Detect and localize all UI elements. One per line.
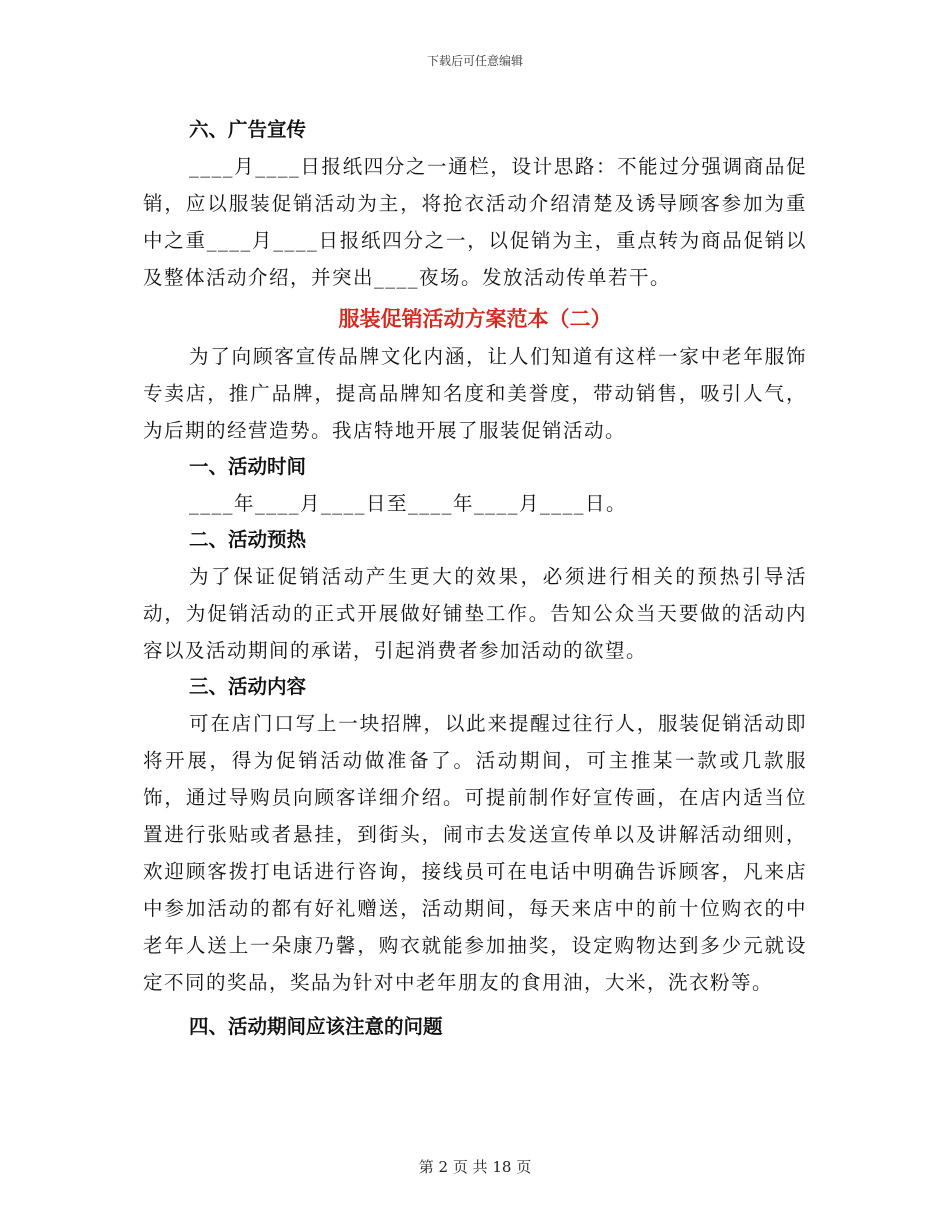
section-heading-issues: 四、活动期间应该注意的问题	[189, 1015, 443, 1038]
document-body	[143, 112, 807, 1045]
page-header-note: 下载后可任意编辑	[426, 54, 523, 68]
paragraph-time: ____年____月____日至____年____月____日。	[189, 492, 628, 515]
document-title: 服装促销活动方案范本（二）	[338, 307, 612, 331]
paragraph-intro: 为了向顾客宣传品牌文化内涵，让人们知道有这样一家中老年服饰专卖店，推广品牌，提高品牌知名度和美誉度，带动销售，吸引人气，为后期的经营造势。我店特地开展了服装促销活动。	[143, 345, 807, 442]
section-heading-advertising: 六、广告宣传	[189, 118, 307, 141]
page-number: 第 2 页 共 18 页	[418, 1158, 532, 1176]
section-heading-content: 三、活动内容	[189, 675, 307, 698]
paragraph-content: 可在店门口写上一块招牌，以此来提醒过往行人，服装促销活动即将开展，得为促销活动做准备了。活动期间，可主推某一款或几款服饰，通过导购员向顾客详细介绍。可提前制作好宣传画，在店内适当位置进行张贴或者悬挂，到街头，闹市去发送宣传单以及讲解活动细则，欢迎顾客拨打电话进行咨询，接线员可在电话中明确告诉顾客，凡来店中参加活动的都有好礼赠送，活动期间，每天来店中的前十位购衣的中老年人送上一朵康乃馨，购衣就能参加抽奖，设定购物达到多少元就设定不同的奖品，奖品为针对中老年朋友的食用油，大米，洗衣粉等。	[143, 712, 807, 994]
section-heading-warmup: 二、活动预热	[189, 528, 307, 551]
paragraph-advertising: ____月____日报纸四分之一通栏，设计思路：不能过分强调商品促销，应以服装促销活动为主，将抢衣活动介绍清楚及诱导顾客参加为重中之重____月____日报纸四分之一，以促销为主，重点转为商品促销以及整体活动介绍，并突出____夜场。发放活动传单若干。	[143, 155, 807, 289]
paragraph-warmup: 为了保证促销活动产生更大的效果，必须进行相关的预热引导活动，为促销活动的正式开展做好铺垫工作。告知公众当天要做的活动内容以及活动期间的承诺，引起消费者参加活动的欲望。	[143, 565, 807, 662]
section-heading-time: 一、活动时间	[189, 455, 307, 478]
